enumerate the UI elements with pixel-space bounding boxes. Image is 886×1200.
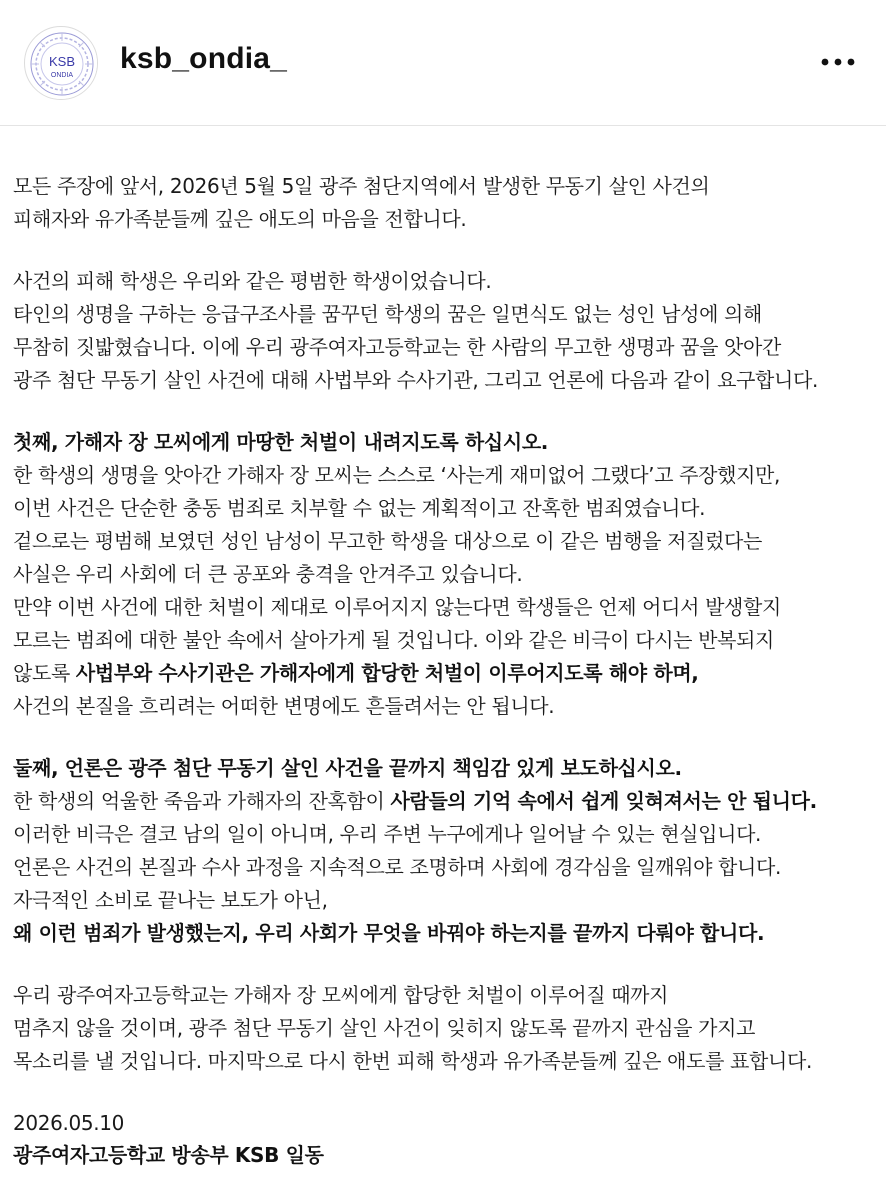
text-segment: 광주 첨단 무동기 살인 사건에 대해 사법부와 수사기관, 그리고 언론에 다음과 같이 요구합니다.: [13, 368, 818, 392]
text-segment: 사건의 피해 학생은 우리와 같은 평범한 학생이었습니다.: [13, 269, 492, 293]
post-line: [13, 331, 875, 364]
text-segment: 우리 광주여자고등학교는 가해자 장 모씨에게 합당한 처벌이 이루어질 때까지: [13, 983, 669, 1007]
post-body: [13, 170, 875, 1200]
text-segment: 자극적인 소비로 끝나는 보도가 아닌,: [13, 888, 328, 912]
post-line: [13, 265, 875, 298]
post-line: [13, 525, 875, 558]
post-line: [13, 657, 875, 690]
post-line: [13, 364, 875, 397]
text-segment: 목소리를 낼 것입니다. 마지막으로 다시 한번 피해 학생과 유가족분들께 깊은 애도를 표합니다.: [13, 1049, 812, 1073]
avatar[interactable]: [24, 26, 98, 100]
svg-text:ONDIA: ONDIA: [50, 72, 74, 79]
username[interactable]: ksb_ondia_: [120, 42, 288, 75]
post-line: [13, 785, 875, 818]
bold-text: 사법부와 수사기관은 가해자에게 합당한 처벌이 이루어지도록 해야 하며,: [75, 661, 699, 685]
post-line: [13, 492, 875, 525]
text-segment: 언론은 사건의 본질과 수사 과정을 지속적으로 조명하며 사회에 경각심을 일깨워야 합니다.: [13, 855, 781, 879]
text-segment: 피해자와 유가족분들께 깊은 애도의 마음을 전합니다.: [13, 207, 467, 231]
post-line: [13, 690, 875, 723]
text-segment: 겉으로는 평범해 보였던 성인 남성이 무고한 학생을 대상으로 이 같은 범행을 저질렀다는: [13, 529, 763, 553]
bold-text: 왜 이런 범죄가 발생했는지, 우리 사회가 무엇을 바꿔야 하는지를 끝까지 다뤄야 합니다.: [13, 921, 765, 945]
post-header: [0, 0, 886, 126]
text-segment: 사실은 우리 사회에 더 큰 공포와 충격을 안겨주고 있습니다.: [13, 562, 523, 586]
post-line: [13, 917, 875, 950]
text-segment: 모르는 범죄에 대한 불안 속에서 살아가게 될 것입니다. 이와 같은 비극이 다시는 반복되지: [13, 628, 775, 652]
text-segment: 만약 이번 사건에 대한 처벌이 제대로 이루어지지 않는다면 학생들은 언제 어디서 발생할지: [13, 595, 781, 619]
post-line: [13, 884, 875, 917]
text-segment: 한 학생의 억울한 죽음과 가해자의 잔혹함이: [13, 789, 391, 813]
post-line: [13, 459, 875, 492]
post-line: [13, 818, 875, 851]
post-paragraph: [13, 752, 875, 950]
text-segment: 모든 주장에 앞서, 2026년 5월 5일 광주 첨단지역에서 발생한 무동기 살인 사건의: [13, 174, 710, 198]
post-paragraph: [13, 265, 875, 397]
post-line: [13, 851, 875, 884]
bold-text: 첫째, 가해자 장 모씨에게 마땅한 처벌이 내려지도록 하십시오.: [13, 430, 549, 454]
text-segment: 타인의 생명을 구하는 응급구조사를 꿈꾸던 학생의 꿈은 일면식도 없는 성인 남성에 의해: [13, 302, 763, 326]
text-segment: 멈추지 않을 것이며, 광주 첨단 무동기 살인 사건이 잊히지 않도록 끝까지 관심을 가지고: [13, 1016, 756, 1040]
more-horizontal-icon: [820, 58, 856, 66]
post-paragraph: [13, 170, 875, 236]
text-segment: 사건의 본질을 흐리려는 어떠한 변명에도 흔들려서는 안 됩니다.: [13, 694, 555, 718]
svg-text:KSB: KSB: [48, 54, 76, 69]
text-segment: 이러한 비극은 결코 남의 일이 아니며, 우리 주변 누구에게나 일어날 수 있는 현실입니다.: [13, 822, 762, 846]
post-paragraph: [13, 426, 875, 723]
post-line: [13, 591, 875, 624]
post-line: [13, 1045, 875, 1078]
post-line: [13, 624, 875, 657]
post-line: [13, 558, 875, 591]
post-line: [13, 298, 875, 331]
post-line: [13, 1012, 875, 1045]
ksb-logo-icon: [25, 27, 98, 100]
text-segment: 한 학생의 생명을 앗아간 가해자 장 모씨는 스스로 ‘사는게 재미없어 그랬다’고 주장했지만,: [13, 463, 781, 487]
post-line: [13, 979, 875, 1012]
text-segment: 무참히 짓밟혔습니다. 이에 우리 광주여자고등학교는 한 사람의 무고한 생명과 꿈을 앗아간: [13, 335, 781, 359]
post-signature: 광주여자고등학교 방송부 KSB 일동: [13, 1143, 324, 1167]
bold-text: 둘째, 언론은 광주 첨단 무동기 살인 사건을 끝까지 책임감 있게 보도하십시오.: [13, 756, 682, 780]
post-line: [13, 426, 875, 459]
post-date: 2026.05.10: [13, 1111, 125, 1135]
bold-text: 사람들의 기억 속에서 쉽게 잊혀져서는 안 됩니다.: [390, 789, 817, 813]
post-paragraph: [13, 979, 875, 1078]
post-paragraphs: [13, 170, 875, 1078]
post-line: [13, 752, 875, 785]
signature-block: [13, 1107, 875, 1171]
post-line: [13, 203, 875, 236]
text-segment: 이번 사건은 단순한 충동 범죄로 치부할 수 없는 계획적이고 잔혹한 범죄였습니다.: [13, 496, 706, 520]
post-line: [13, 170, 875, 203]
text-segment: 않도록: [13, 661, 76, 685]
more-options-button[interactable]: [816, 44, 860, 80]
